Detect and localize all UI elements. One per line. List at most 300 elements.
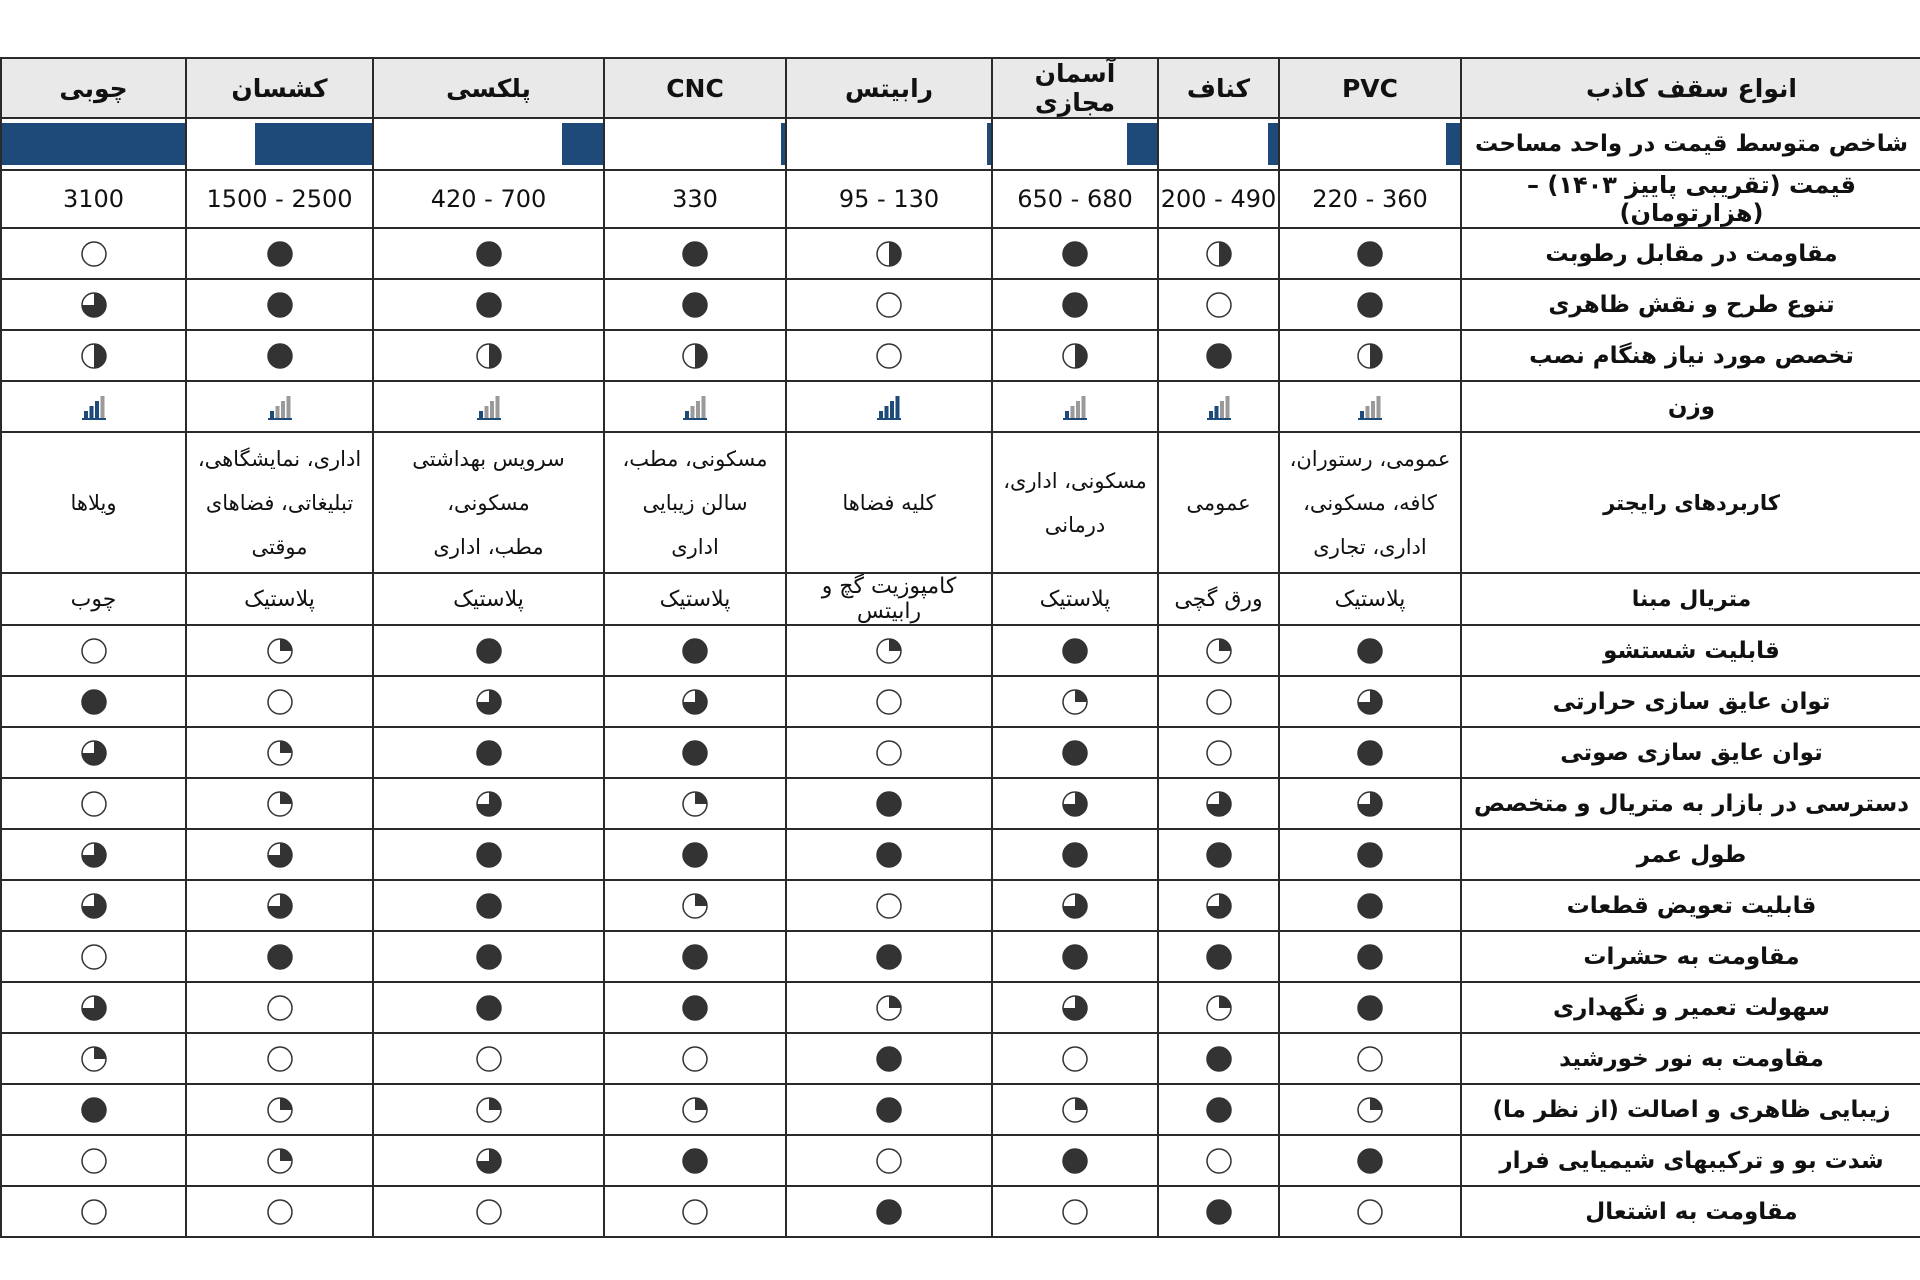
rating-cell (1158, 931, 1279, 982)
ceiling-comparison-table (0, 57, 1920, 1238)
rating-pie-icon (1356, 688, 1384, 716)
rating-pie-icon (875, 790, 903, 818)
rating-cell (186, 880, 373, 931)
rating-cell (373, 1033, 604, 1084)
rating-pie-icon (875, 637, 903, 665)
column-header: کناف (1158, 58, 1279, 118)
material-cell: پلاستیک (1279, 573, 1461, 625)
row-label: وزن (1461, 381, 1920, 432)
row-label: شاخص متوسط قیمت در واحد مساحت (1461, 118, 1920, 170)
rating-pie-icon (1061, 637, 1089, 665)
rating-pie-icon (266, 291, 294, 319)
weight-signal-icon (477, 394, 501, 420)
applications-line: سرویس بهداشتی (412, 446, 565, 471)
column-header: رابیتس (786, 58, 992, 118)
column-header: CNC (604, 58, 786, 118)
rating-cell (1, 1186, 186, 1237)
rating-pie-icon (1205, 1096, 1233, 1124)
table-row (1, 279, 1920, 330)
rating-pie-icon (1356, 1147, 1384, 1175)
column-header: آسمان مجازی (992, 58, 1158, 118)
weight-signal-icon (683, 394, 707, 420)
rating-pie-icon (266, 841, 294, 869)
rating-cell (373, 1135, 604, 1186)
rating-pie-icon (1356, 637, 1384, 665)
rating-cell (1158, 880, 1279, 931)
weight-signal-icon (1063, 394, 1087, 420)
rating-cell (1279, 1033, 1461, 1084)
rating-cell (1279, 228, 1461, 279)
rating-cell (1279, 1084, 1461, 1135)
rating-cell (186, 1135, 373, 1186)
rating-cell (1, 1084, 186, 1135)
weight-signal-icon (1358, 394, 1382, 420)
rating-pie-icon (1356, 1045, 1384, 1073)
rating-cell (786, 228, 992, 279)
rating-pie-icon (475, 943, 503, 971)
rating-pie-icon (1061, 739, 1089, 767)
rating-cell (1279, 330, 1461, 381)
weight-cell (1158, 381, 1279, 432)
rating-cell (1, 829, 186, 880)
rating-pie-icon (681, 790, 709, 818)
rating-pie-icon (266, 943, 294, 971)
price-cell: 420 - 700 (373, 170, 604, 228)
row-label: سهولت تعمیر و نگهداری (1461, 982, 1920, 1033)
rating-pie-icon (681, 739, 709, 767)
rating-pie-icon (1356, 739, 1384, 767)
header-label-cell: انواع سقف کاذب (1461, 58, 1920, 118)
price-index-bar-track (787, 120, 991, 168)
rating-cell (604, 625, 786, 676)
rating-cell (373, 982, 604, 1033)
price-cell: 3100 (1, 170, 186, 228)
price-index-bar (562, 123, 603, 165)
price-index-cell (992, 118, 1158, 170)
rating-cell (1158, 778, 1279, 829)
rating-pie-icon (266, 342, 294, 370)
applications-cell (1, 432, 186, 573)
applications-line: کافه، مسکونی، (1303, 490, 1437, 515)
row-label: مقاومت به اشتعال (1461, 1186, 1920, 1237)
rating-pie-icon (875, 291, 903, 319)
rating-pie-icon (475, 1096, 503, 1124)
rating-cell (1, 1033, 186, 1084)
rating-cell (786, 1186, 992, 1237)
price-cell: 95 - 130 (786, 170, 992, 228)
price-index-bar-track (2, 120, 185, 168)
rating-cell (1, 279, 186, 330)
rating-cell (1158, 625, 1279, 676)
rating-cell (1, 982, 186, 1033)
rating-pie-icon (80, 1045, 108, 1073)
rating-pie-icon (266, 1096, 294, 1124)
rating-cell (786, 829, 992, 880)
rating-pie-icon (1205, 994, 1233, 1022)
rating-pie-icon (266, 240, 294, 268)
rating-pie-icon (80, 1096, 108, 1124)
rating-pie-icon (681, 1198, 709, 1226)
rating-pie-icon (475, 637, 503, 665)
row-label: قابلیت شستشو (1461, 625, 1920, 676)
row-label: کاربردهای رایجتر (1461, 432, 1920, 573)
rating-cell (992, 1033, 1158, 1084)
weight-cell (604, 381, 786, 432)
price-index-bar (987, 123, 991, 165)
rating-pie-icon (681, 943, 709, 971)
rating-cell (604, 727, 786, 778)
rating-cell (186, 330, 373, 381)
applications-line: سالن زیبایی (642, 490, 748, 515)
weight-cell (186, 381, 373, 432)
price-index-bar (1268, 123, 1278, 165)
rating-cell (992, 727, 1158, 778)
rating-cell (1, 330, 186, 381)
row-label: زیبایی ظاهری و اصالت (از نظر ما) (1461, 1084, 1920, 1135)
rating-cell (1279, 931, 1461, 982)
price-index-bar-track (993, 120, 1157, 168)
applications-cell (1279, 432, 1461, 573)
rating-pie-icon (1061, 841, 1089, 869)
rating-pie-icon (1205, 841, 1233, 869)
rating-cell (373, 676, 604, 727)
rating-cell (992, 1186, 1158, 1237)
material-cell: پلاستیک (373, 573, 604, 625)
rating-cell (1279, 727, 1461, 778)
price-index-bar-track (1280, 120, 1460, 168)
rating-pie-icon (266, 994, 294, 1022)
table-row (1, 727, 1920, 778)
row-label: توان عایق سازی صوتی (1461, 727, 1920, 778)
row-label: قیمت (تقریبی پاییز ۱۴۰۳) – (هزارتومان) (1461, 170, 1920, 228)
rating-cell (992, 228, 1158, 279)
weight-signal-icon (1207, 394, 1231, 420)
rating-cell (786, 982, 992, 1033)
rating-pie-icon (1061, 994, 1089, 1022)
rating-pie-icon (681, 1096, 709, 1124)
rating-cell (186, 778, 373, 829)
rating-pie-icon (1356, 1198, 1384, 1226)
rating-cell (1, 727, 186, 778)
rating-pie-icon (1356, 994, 1384, 1022)
rating-pie-icon (80, 739, 108, 767)
rating-cell (1279, 778, 1461, 829)
rating-pie-icon (475, 291, 503, 319)
price-index-bar (1446, 123, 1460, 165)
rating-cell (1158, 330, 1279, 381)
rating-pie-icon (1356, 841, 1384, 869)
rating-pie-icon (1061, 1147, 1089, 1175)
material-cell: کامپوزیت گچ و رابیتس (786, 573, 992, 625)
rating-cell (604, 1186, 786, 1237)
rating-pie-icon (475, 994, 503, 1022)
rating-pie-icon (80, 1147, 108, 1175)
rating-cell (1, 676, 186, 727)
rating-cell (992, 931, 1158, 982)
rating-cell (1279, 1135, 1461, 1186)
rating-pie-icon (266, 1147, 294, 1175)
rating-pie-icon (475, 892, 503, 920)
rating-cell (604, 279, 786, 330)
price-cell: 650 - 680 (992, 170, 1158, 228)
rating-pie-icon (80, 841, 108, 869)
rating-cell (1, 1135, 186, 1186)
rating-cell (1, 931, 186, 982)
rating-pie-icon (1205, 1045, 1233, 1073)
price-index-cell (186, 118, 373, 170)
rating-cell (604, 778, 786, 829)
rating-pie-icon (1356, 1096, 1384, 1124)
price-index-bar-track (605, 120, 785, 168)
applications-line: عمومی، رستوران، (1289, 446, 1451, 471)
rating-pie-icon (475, 739, 503, 767)
rating-pie-icon (1061, 1096, 1089, 1124)
rating-pie-icon (475, 342, 503, 370)
rating-cell (1158, 829, 1279, 880)
rating-pie-icon (875, 240, 903, 268)
rating-pie-icon (80, 342, 108, 370)
material-cell: ورق گچی (1158, 573, 1279, 625)
rating-pie-icon (1205, 240, 1233, 268)
applications-cell (1158, 432, 1279, 573)
rating-pie-icon (1061, 790, 1089, 818)
material-cell: پلاستیک (604, 573, 786, 625)
rating-cell (186, 228, 373, 279)
table-row (1, 625, 1920, 676)
rating-pie-icon (875, 1147, 903, 1175)
rating-cell (373, 880, 604, 931)
rating-cell (373, 228, 604, 279)
rating-cell (1279, 1186, 1461, 1237)
rating-pie-icon (1205, 342, 1233, 370)
applications-line: موقتی (251, 534, 308, 559)
weight-cell (786, 381, 992, 432)
material-row (1, 573, 1920, 625)
rating-pie-icon (1205, 790, 1233, 818)
rating-cell (1279, 625, 1461, 676)
rating-pie-icon (80, 1198, 108, 1226)
table-row (1, 1033, 1920, 1084)
row-label: متریال مبنا (1461, 573, 1920, 625)
weight-signal-icon (877, 394, 901, 420)
applications-cell (992, 432, 1158, 573)
price-index-cell (604, 118, 786, 170)
price-index-row (1, 118, 1920, 170)
rating-pie-icon (875, 841, 903, 869)
row-label: شدت بو و ترکیبهای شیمیایی فرار (1461, 1135, 1920, 1186)
price-index-cell (1158, 118, 1279, 170)
table-row (1, 676, 1920, 727)
weight-cell (1, 381, 186, 432)
rating-cell (992, 829, 1158, 880)
table-row (1, 982, 1920, 1033)
price-row (1, 170, 1920, 228)
column-header: چوبی (1, 58, 186, 118)
column-header: پلکسی (373, 58, 604, 118)
price-index-bar-track (187, 120, 372, 168)
header-row (1, 58, 1920, 118)
weight-signal-icon (268, 394, 292, 420)
rating-cell (1279, 676, 1461, 727)
applications-line: مسکونی، مطب، (622, 446, 768, 471)
applications-line: اداری، تجاری (1313, 534, 1427, 559)
applications-row (1, 432, 1920, 573)
rating-cell (373, 1084, 604, 1135)
applications-line: درمانی (1044, 512, 1106, 537)
rating-pie-icon (681, 342, 709, 370)
table-row (1, 1084, 1920, 1135)
rating-cell (186, 676, 373, 727)
column-header: کشسان (186, 58, 373, 118)
price-index-bar (1127, 123, 1157, 165)
table-row (1, 1186, 1920, 1237)
weight-cell (1279, 381, 1461, 432)
rating-cell (373, 778, 604, 829)
applications-line: کلیه فضاها (842, 490, 936, 515)
rating-pie-icon (475, 841, 503, 869)
rating-pie-icon (681, 688, 709, 716)
row-label: توان عایق سازی حرارتی (1461, 676, 1920, 727)
rating-cell (1279, 829, 1461, 880)
rating-pie-icon (875, 892, 903, 920)
material-cell: چوب (1, 573, 186, 625)
rating-pie-icon (681, 994, 709, 1022)
rating-pie-icon (1205, 637, 1233, 665)
rating-pie-icon (1356, 291, 1384, 319)
rating-pie-icon (1061, 240, 1089, 268)
price-cell: 1500 - 2500 (186, 170, 373, 228)
rating-pie-icon (1061, 892, 1089, 920)
weight-signal-icon (82, 394, 106, 420)
rating-cell (992, 982, 1158, 1033)
rating-pie-icon (1205, 1198, 1233, 1226)
rating-pie-icon (266, 688, 294, 716)
table-row (1, 829, 1920, 880)
rating-cell (1279, 982, 1461, 1033)
rating-cell (786, 931, 992, 982)
rating-pie-icon (475, 1147, 503, 1175)
rating-cell (373, 330, 604, 381)
rating-cell (1158, 982, 1279, 1033)
rating-pie-icon (475, 1045, 503, 1073)
rating-pie-icon (475, 240, 503, 268)
rating-pie-icon (475, 1198, 503, 1226)
material-cell: پلاستیک (992, 573, 1158, 625)
applications-line: مطب، اداری (433, 534, 544, 559)
rating-cell (373, 931, 604, 982)
rating-cell (786, 778, 992, 829)
rating-cell (604, 1135, 786, 1186)
rating-cell (786, 1135, 992, 1186)
rating-pie-icon (80, 240, 108, 268)
rating-cell (786, 279, 992, 330)
rating-cell (604, 1033, 786, 1084)
rating-cell (1158, 1033, 1279, 1084)
material-cell: پلاستیک (186, 573, 373, 625)
rating-cell (1279, 880, 1461, 931)
rating-pie-icon (475, 688, 503, 716)
row-label: دسترسی در بازار به متریال و متخصص (1461, 778, 1920, 829)
applications-line: مسکونی، اداری، (1003, 468, 1147, 493)
rating-cell (604, 676, 786, 727)
rating-pie-icon (681, 240, 709, 268)
rating-pie-icon (1061, 688, 1089, 716)
rating-cell (186, 279, 373, 330)
table-row (1, 1135, 1920, 1186)
applications-line: ویلاها (70, 490, 117, 515)
rating-pie-icon (80, 688, 108, 716)
column-header: PVC (1279, 58, 1461, 118)
rating-cell (604, 829, 786, 880)
rating-cell (186, 931, 373, 982)
rating-cell (604, 931, 786, 982)
rating-cell (186, 1084, 373, 1135)
price-index-bar (255, 123, 372, 165)
rating-pie-icon (1205, 892, 1233, 920)
rating-pie-icon (1205, 688, 1233, 716)
rating-pie-icon (875, 1198, 903, 1226)
rating-pie-icon (681, 291, 709, 319)
rating-cell (604, 228, 786, 279)
table-row (1, 228, 1920, 279)
rating-pie-icon (80, 943, 108, 971)
row-label: مقاومت به نور خورشید (1461, 1033, 1920, 1084)
rating-cell (1158, 727, 1279, 778)
price-index-bar-track (374, 120, 603, 168)
rating-pie-icon (1356, 943, 1384, 971)
rating-cell (992, 279, 1158, 330)
rating-pie-icon (1205, 943, 1233, 971)
rating-cell (786, 727, 992, 778)
rating-cell (992, 625, 1158, 676)
rating-pie-icon (875, 994, 903, 1022)
rating-pie-icon (266, 739, 294, 767)
applications-line: عمومی (1186, 490, 1251, 515)
rating-pie-icon (1061, 943, 1089, 971)
rating-cell (1, 228, 186, 279)
price-cell: 220 - 360 (1279, 170, 1461, 228)
rating-pie-icon (1061, 342, 1089, 370)
row-label: مقاومت به حشرات (1461, 931, 1920, 982)
rating-pie-icon (80, 291, 108, 319)
rating-pie-icon (80, 892, 108, 920)
row-label: قابلیت تعویض قطعات (1461, 880, 1920, 931)
rating-cell (186, 982, 373, 1033)
rating-cell (373, 829, 604, 880)
rating-cell (992, 880, 1158, 931)
weight-cell (373, 381, 604, 432)
rating-pie-icon (266, 637, 294, 665)
rating-pie-icon (1356, 892, 1384, 920)
rating-cell (992, 1084, 1158, 1135)
applications-line: اداری، نمایشگاهی، (197, 446, 362, 471)
rating-pie-icon (875, 739, 903, 767)
rating-cell (1158, 228, 1279, 279)
rating-cell (373, 279, 604, 330)
price-index-cell (1279, 118, 1461, 170)
rating-cell (786, 330, 992, 381)
price-index-cell (1, 118, 186, 170)
rating-cell (786, 1084, 992, 1135)
price-index-bar (781, 123, 785, 165)
rating-cell (1, 625, 186, 676)
applications-cell (373, 432, 604, 573)
rating-cell (186, 1033, 373, 1084)
row-label: تنوع طرح و نقش ظاهری (1461, 279, 1920, 330)
rating-cell (604, 330, 786, 381)
rating-cell (1279, 279, 1461, 330)
price-cell: 200 - 490 (1158, 170, 1279, 228)
